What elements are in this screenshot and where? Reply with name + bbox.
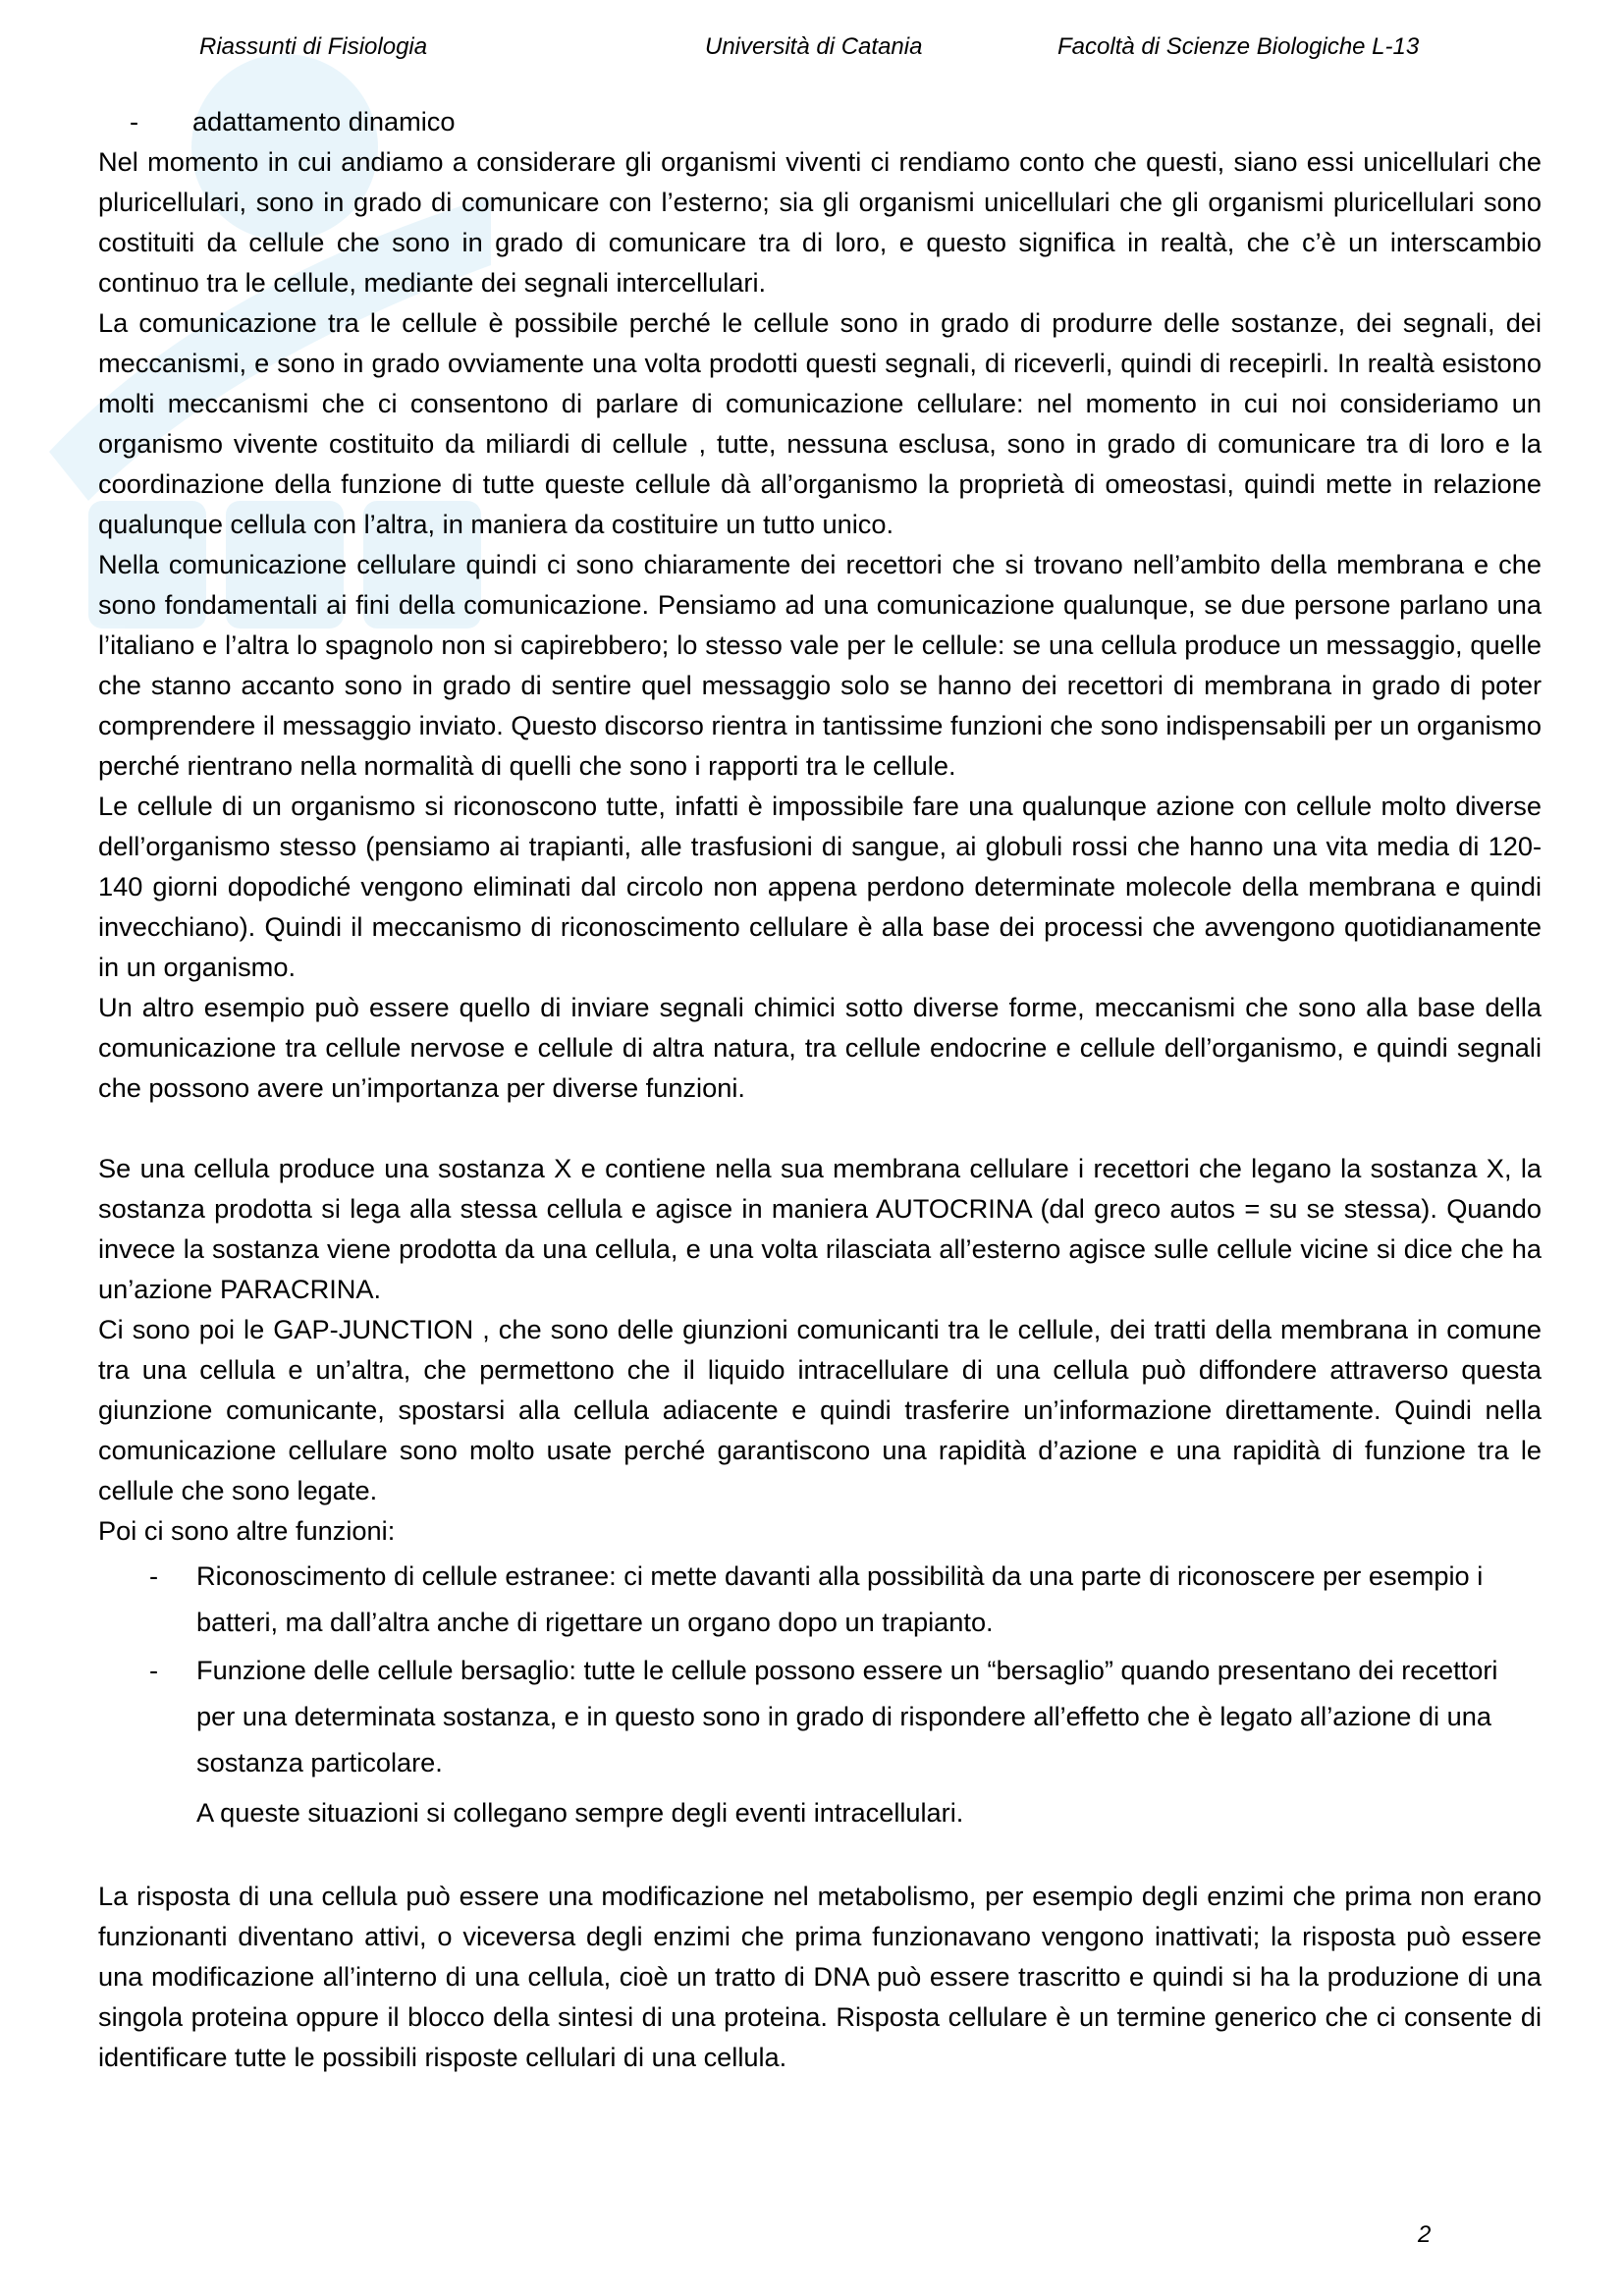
bullet-list: [98, 1553, 1542, 1785]
paragraph: Nel momento in cui andiamo a considerare gli organismi viventi ci rendiamo conto che questi, siano essi unicellulari che pluricellulari, sono in grado di comunicare con l’esterno; sia gli organismi unicellulari che gli organismi pluricellulari sono costituiti da cellule che sono in grado di comunicare tra di loro, e questo significa in realtà, che c’è un interscambio continuo tra le cellule, mediante dei segnali intercellulari.: [98, 146, 1542, 298]
paragraph: Nella comunicazione cellulare quindi ci sono chiaramente dei recettori che si trovano nell’ambito della membrana e che sono fondamentali ai fini della comunicazione. Pensiamo ad una comunicazione qualunque, se due persone parlano una l’italiano e l’altra lo spagnolo non si capirebbero; lo stesso vale per le cellule: se una cellula produce un messaggio, quelle che stanno accanto sono in grado di sentire quel messaggio solo se hanno dei recettori di membrana in grado di poter comprendere il messaggio inviato. Questo discorso rientra in tantissime funzioni che sono indispensabili per un organismo perché rientrano nella normalità di quelli che sono i rapporti tra le cellule.: [98, 549, 1542, 781]
paragraph: Un altro esempio può essere quello di inviare segnali chimici sotto diverse forme, meccanismi che sono alla base della comunicazione tra cellule nervose e cellule di altra natura, tra cellule endocrine e cellule dell’organismo, e quindi segnali che possono avere un’importanza per diverse funzioni.: [98, 992, 1542, 1103]
header-faculty: Facoltà di Scienze Biologiche L-13: [1057, 33, 1420, 60]
bullet-dash: -: [149, 1560, 159, 1591]
page-header: [0, 29, 1624, 69]
list-item: [98, 1647, 1542, 1785]
paragraph: Poi ci sono altre funzioni:: [98, 1515, 396, 1546]
paragraph-gap: [98, 1108, 1542, 1148]
header-university: Università di Catania: [705, 33, 923, 60]
list-item-text: Funzione delle cellule bersaglio: tutte le cellule possono essere un “bersaglio” quando presentano dei recettori per una determinata sostanza, e in questo sono in grado di rispondere all’effetto che è legato all’azione di una sostanza particolare.: [196, 1655, 1498, 1777]
list-item-first: [98, 101, 1542, 141]
page-number: 2: [1418, 2221, 1432, 2248]
paragraph: La comunicazione tra le cellule è possibile perché le cellule sono in grado di produrre delle sostanze, dei segnali, dei meccanismi, e sono in grado ovviamente una volta prodotti questi segnali, di riceverli, quindi di recepirli. In realtà esistono molti meccanismi che ci consentono di parlare di comunicazione cellulare: nel momento in cui noi consideriamo un organismo vivente costituito da miliardi di cellule , tutte, nessuna esclusa, sono in grado di comunicare tra di loro e la coordinazione della funzione di tutte queste cellule dà all’organismo la proprietà di omeostasi, quindi mette in relazione qualunque cellula con l’altra, in maniera da costituire un tutto unico.: [98, 307, 1542, 539]
document-body: [98, 101, 1542, 2077]
paragraph: La risposta di una cellula può essere una modificazione nel metabolismo, per esempio degli enzimi che prima non erano funzionanti diventano attivi, o viceversa degli enzimi che prima funzionavano vengono inattivati; la risposta può essere una modificazione all’interno di una cellula, cioè un tratto di DNA può essere trascritto e quindi si ha la produzione di una singola proteina oppure il blocco della sintesi di una proteina. Risposta cellulare è un termine generico che ci consente di identificare tutte le possibili risposte cellulari di una cellula.: [98, 1881, 1542, 2072]
list-item: [98, 1553, 1542, 1645]
header-course-title: Riassunti di Fisiologia: [199, 33, 428, 60]
paragraph-gap: [98, 1835, 1542, 1876]
list-item-text: adattamento dinamico: [192, 106, 456, 137]
bullet-dash: -: [149, 1655, 159, 1685]
paragraph: Se una cellula produce una sostanza X e contiene nella sua membrana cellulare i recettori che legano la sostanza X, la sostanza prodotta si lega alla stessa cellula e agisce in maniera AUTOCRINA (dal greco autos = su se stessa). Quando invece la sostanza viene prodotta da una cellula, e una volta rilasciata all’esterno agisce sulle cellule vicine si dice che ha un’azione PARACRINA.: [98, 1153, 1542, 1304]
paragraph: Ci sono poi le GAP-JUNCTION , che sono delle giunzioni comunicanti tra le cellule, dei tratti della membrana in comune tra una cellula e un’altra, che permettono che il liquido intracellulare di una cellula può diffondere attraverso questa giunzione comunicante, spostarsi alla cellula adiacente e quindi trasferire un’informazione direttamente. Quindi nella comunicazione cellulare sono molto usate perché garantiscono una rapidità d’azione e una rapidità di funzione tra le cellule che sono legate.: [98, 1314, 1542, 1505]
bullet-dash: -: [130, 106, 139, 137]
list-item-text: Riconoscimento di cellule estranee: ci mette davanti alla possibilità da una parte di riconoscere per esempio i batteri, ma dall’altra anche di rigettare un organo dopo un trapianto.: [196, 1560, 1484, 1637]
paragraph: Le cellule di un organismo si riconoscono tutte, infatti è impossibile fare una qualunque azione con cellule molto diverse dell’organismo stesso (pensiamo ai trapianti, alle trasfusioni di sangue, ai globuli rossi che hanno una vita media di 120-140 giorni dopodiché vengono eliminati dal circolo non appena perdono determinate molecole della membrana e quindi invecchiano). Quindi il meccanismo di riconoscimento cellulare è alla base dei processi che avvengono quotidianamente in un organismo.: [98, 791, 1542, 982]
list-follow-line: A queste situazioni si collegano sempre degli eventi intracellulari.: [196, 1797, 964, 1828]
